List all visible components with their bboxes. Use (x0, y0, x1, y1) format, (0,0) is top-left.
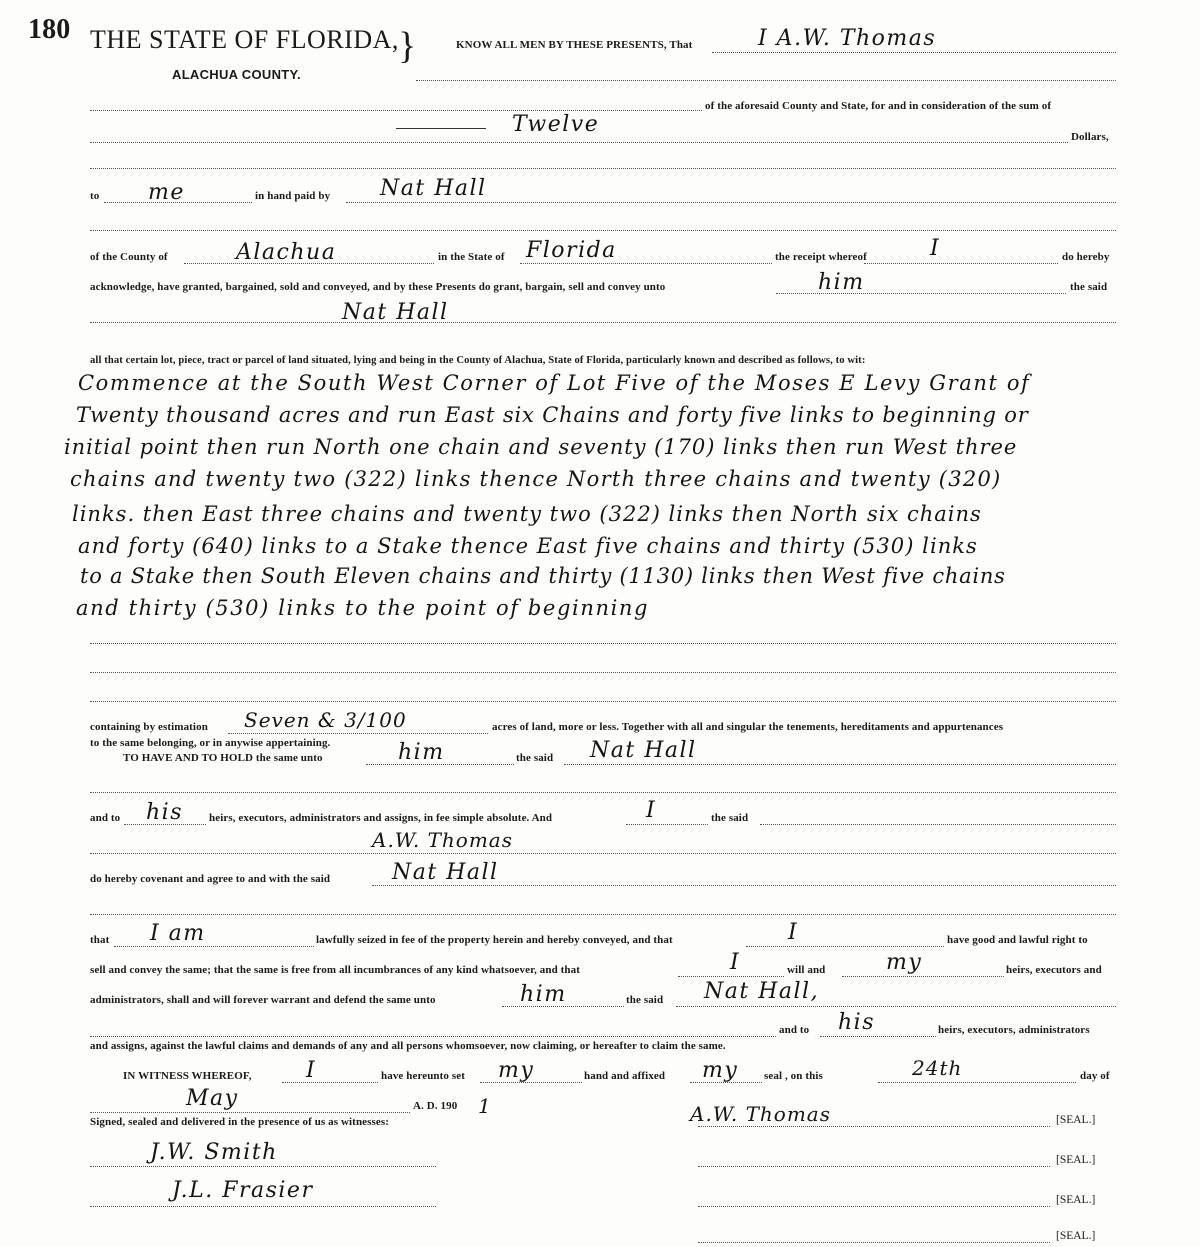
acres-line (228, 733, 488, 734)
seal-label: [SEAL.] (1056, 1194, 1096, 1206)
to-label: to (90, 190, 100, 202)
of-county-label: of the County of (90, 251, 168, 263)
i-handwritten: I (730, 950, 741, 975)
in-state-label: in the State of (438, 251, 505, 263)
description-line: and forty (640) links to a Stake thence East five chains and thirty (530) links (78, 534, 978, 558)
sell-text: sell and convey the same; that the same is free from all incumbrances of any kind whatsoever, and that (90, 964, 581, 976)
grantor-handwritten: I A.W. Thomas (758, 26, 937, 51)
signature-line (698, 1206, 1050, 1207)
and-i-line (626, 824, 708, 825)
blank-line (90, 643, 1116, 644)
covenant-text: do hereby covenant and agree to and with the said (90, 873, 331, 885)
i-line (282, 1082, 378, 1083)
acknowledge-text: acknowledge, have granted, bargained, sold and conveyed, and by these Presents do grant, bargain, sell and convey unto (90, 281, 666, 293)
paid-by-line (346, 202, 1116, 203)
and-i-handwritten: I (646, 798, 657, 823)
blank-line (760, 824, 1116, 825)
day-of-label: day of (1080, 1070, 1110, 1082)
grantee-handwritten: Nat Hall, (704, 979, 820, 1004)
blank-line (90, 110, 702, 111)
will-and-label: will and (787, 964, 826, 976)
grantee-line (676, 1006, 1116, 1007)
description-line: and thirty (530) links to the point of beginning (76, 596, 650, 620)
description-line: initial point then run North one chain and seventy (170) links then run West three (64, 435, 1018, 459)
my-line (842, 976, 1004, 977)
county-heading: ALACHUA COUNTY. (172, 67, 301, 82)
receipt-line (864, 263, 1058, 264)
amount-dash (396, 128, 486, 129)
grantee-line (372, 885, 1116, 886)
blank-line (90, 230, 1116, 231)
have-hereunto-text: have hereunto set (381, 1070, 465, 1082)
blank-line (90, 792, 1116, 793)
assigns-text: and assigns, against the lawful claims and demands of any and all persons whomsoever, now claiming, or hereafter to claim the same. (90, 1040, 726, 1052)
receipt-label: the receipt whereof (775, 251, 867, 263)
to-handwritten: me (148, 180, 185, 205)
grantor-handwritten: A.W. Thomas (372, 828, 513, 852)
my2-handwritten: my (702, 1058, 739, 1083)
signed-sealed-text: Signed, sealed and delivered in the presence of us as witnesses: (90, 1116, 390, 1128)
description-line: links. then East three chains and twenty two (322) links then North six chains (72, 502, 982, 526)
the-said-label: the said (626, 994, 664, 1006)
heirs-exec-admin-text: heirs, executors, administrators (938, 1024, 1090, 1036)
ad-label: A. D. 190 (413, 1100, 458, 1112)
grantee-handwritten: Nat Hall (342, 300, 449, 325)
signature-line (698, 1166, 1050, 1167)
amount-handwritten: Twelve (512, 112, 600, 137)
do-hereby-label: do hereby (1062, 251, 1110, 263)
county-handwritten: Alachua (236, 240, 337, 265)
grantee-handwritten: Nat Hall (590, 738, 697, 763)
his-line (820, 1036, 936, 1037)
state-line (520, 263, 772, 264)
his-handwritten: his (146, 800, 183, 825)
blank-line (416, 80, 1116, 81)
i-am-handwritten: I am (150, 921, 206, 946)
i-line (678, 976, 784, 977)
unto-handwritten: him (398, 740, 445, 765)
unto-handwritten: him (520, 982, 567, 1007)
witness1-signature: J.W. Smith (150, 1140, 278, 1165)
heirs-exec-text: heirs, executors and (1006, 964, 1102, 976)
blank-line (90, 168, 1116, 169)
administrators-text: administrators, shall and will forever warrant and defend the same unto (90, 994, 436, 1006)
i-handwritten: I (788, 920, 799, 945)
description-line: to a Stake then South Eleven chains and thirty (1130) links then West five chains (80, 564, 1006, 588)
description-line: Twenty thousand acres and run East six Chains and forty five links to beginning or (76, 403, 1029, 427)
i-am-line (114, 946, 314, 947)
his-handwritten: his (838, 1010, 875, 1035)
to-have-text: TO HAVE AND TO HOLD the same unto (123, 752, 323, 764)
grantor-signature: A.W. Thomas (690, 1102, 831, 1126)
witness-line (90, 1166, 436, 1167)
paid-by-label: in hand paid by (255, 190, 331, 202)
blank-line (90, 672, 1116, 673)
month-line (90, 1112, 410, 1113)
that-label: that (90, 934, 110, 946)
and-to-label: and to (90, 812, 121, 824)
blank-line (90, 1036, 776, 1037)
paid-by-handwritten: Nat Hall (380, 176, 487, 201)
and-to-label: and to (779, 1024, 810, 1036)
acres-handwritten: Seven & 3/100 (244, 708, 407, 732)
seal-label: [SEAL.] (1056, 1114, 1096, 1126)
lawfully-text: lawfully seized in fee of the property herein and hereby conveyed, and that (316, 934, 673, 946)
witness-line (90, 1206, 436, 1207)
my-handwritten: my (886, 950, 923, 975)
grantee-line (90, 322, 1116, 323)
seal-label: [SEAL.] (1056, 1154, 1096, 1166)
acres-text: acres of land, more or less. Together with all and singular the tenements, hereditaments and appurtenances (492, 721, 1004, 733)
the-said-label: the said (516, 752, 554, 764)
dollars-label: Dollars, (1071, 131, 1109, 143)
know-all-text: KNOW ALL MEN BY THESE PRESENTS, That (456, 39, 693, 51)
day-handwritten: 24th (912, 1056, 963, 1080)
i-handwritten: I (306, 1058, 317, 1083)
signature-line (698, 1242, 1050, 1243)
signature-line (698, 1126, 1050, 1127)
grantee-line (564, 764, 1116, 765)
description-intro: all that certain lot, piece, tract or parcel of land situated, lying and being in the County of Alachua, State of Florida, particularly known and described as follows, to wit: (90, 355, 866, 366)
month-handwritten: May (186, 1086, 239, 1111)
belonging-text: to the same belonging, or in anywise appertaining. (90, 737, 331, 749)
grantee-handwritten: Nat Hall (392, 860, 499, 885)
heading-brace: } (398, 25, 417, 67)
grantor-line (90, 853, 1116, 854)
seal-label: [SEAL.] (1056, 1230, 1096, 1242)
receipt-handwritten: I (930, 236, 941, 261)
i-line (746, 946, 944, 947)
amount-line (90, 142, 1068, 143)
description-line: chains and twenty two (322) links thence North three chains and twenty (320) (70, 467, 1002, 491)
containing-text: containing by estimation (90, 721, 208, 733)
my1-handwritten: my (498, 1058, 535, 1083)
description-line: Commence at the South West Corner of Lot Five of the Moses E Levy Grant of (78, 371, 1031, 395)
in-witness-text: IN WITNESS WHEREOF, (123, 1070, 252, 1082)
seal-on-this-text: seal , on this (764, 1070, 823, 1082)
consideration-text: of the aforesaid County and State, for and in consideration of the sum of (705, 100, 1052, 112)
page-number: 180 (28, 14, 71, 45)
blank-line (90, 701, 1116, 702)
the-said-label: the said (1070, 281, 1108, 293)
state-heading: THE STATE OF FLORIDA, (90, 25, 399, 54)
unto-handwritten: him (818, 270, 865, 295)
have-good-text: have good and lawful right to (947, 934, 1088, 946)
blank-line (90, 914, 1116, 915)
heirs-text: heirs, executors, administrators and assigns, in fee simple absolute. And (209, 812, 553, 824)
witness2-signature: J.L. Frasier (172, 1178, 314, 1203)
grantor-line (712, 52, 1116, 53)
day-line (878, 1082, 1076, 1083)
hand-affixed-text: hand and affixed (584, 1070, 666, 1082)
state-handwritten: Florida (526, 238, 617, 263)
the-said-label: the said (711, 812, 749, 824)
year-handwritten: 1 (478, 1094, 492, 1118)
